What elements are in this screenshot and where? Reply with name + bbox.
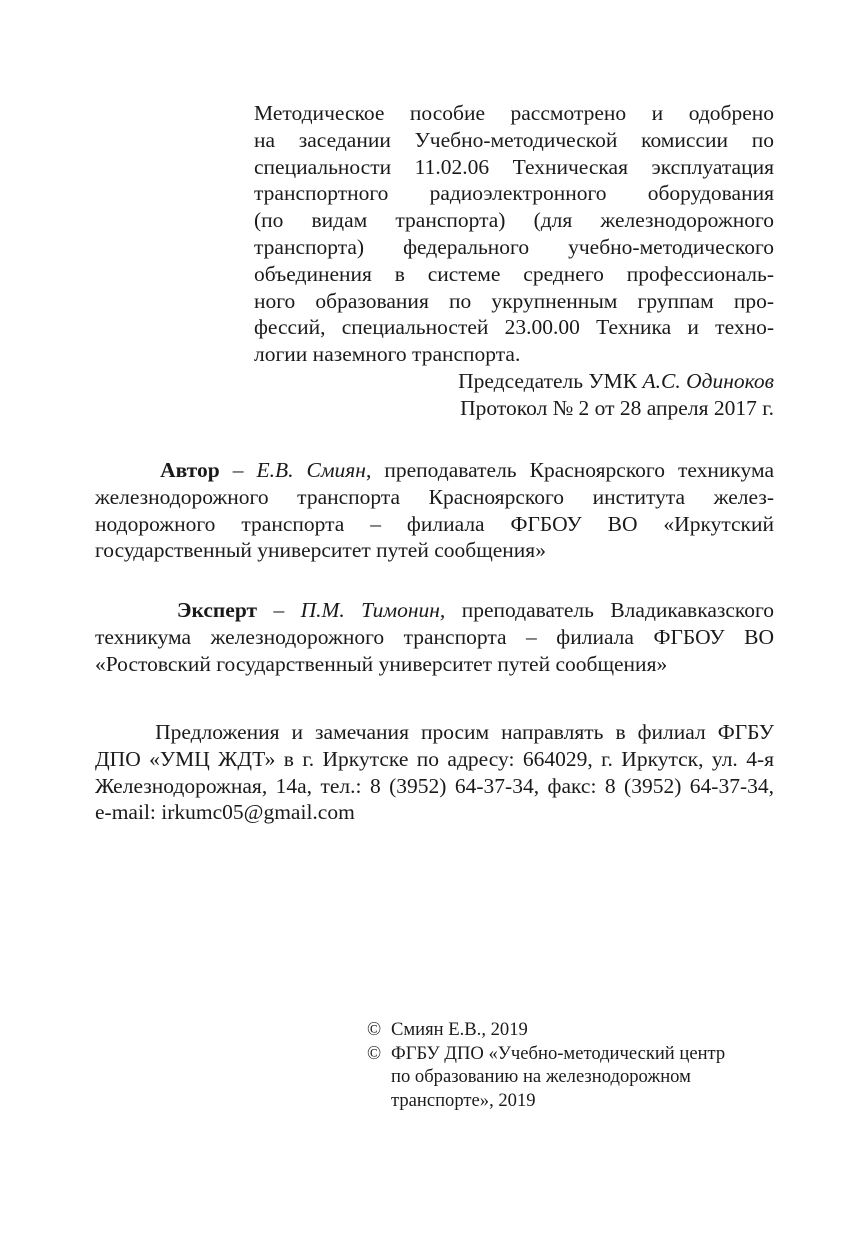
author-name: Е.В. Смиян	[256, 458, 366, 482]
author-position: , преподаватель Красноярского техникума	[365, 458, 774, 482]
chair-label: Председатель УМК	[458, 368, 638, 393]
expert-first-line	[95, 597, 774, 624]
expert-line: «Ростовский государственный университет путей сообщения»	[95, 651, 668, 676]
copyright-line: по образованию на железнодорожном	[391, 1066, 691, 1088]
expert-name: П.М. Тимонин,	[300, 598, 446, 622]
author-line: железнодорожного транспорта Красноярского института желез-	[95, 484, 774, 509]
copyright-text	[391, 1042, 775, 1113]
approval-line: логии наземного транспорта.	[254, 342, 521, 367]
expert-line: техникума железнодорожного транспорта – филиала ФГБОУ ВО	[95, 624, 774, 649]
expert-position: преподаватель Владикавказского	[461, 598, 775, 622]
approval-line: ного образования по укрупненным группам про-	[254, 288, 774, 313]
contact-email-line: e-mail: irkumc05@gmail.com	[95, 800, 355, 825]
copyright-item	[367, 1018, 775, 1042]
author-line: нодорожного транспорта – филиала ФГБОУ ВО «Иркутский	[95, 511, 774, 536]
approval-line: Методическое пособие рассмотрено и одобрено	[254, 101, 774, 125]
contact-block	[95, 719, 774, 826]
copyright-text	[391, 1018, 775, 1042]
copyright-item	[367, 1042, 775, 1113]
approval-protocol: Протокол № 2 от 28 апреля 2017 г.	[460, 395, 774, 420]
contact-line: Предложения и замечания просим направлять в филиал ФГБУ	[155, 720, 774, 744]
author-block	[95, 457, 774, 564]
author-first-line	[95, 457, 774, 484]
author-line: государственный университет путей сообщения»	[95, 538, 546, 563]
expert-label: Эксперт	[176, 598, 258, 622]
chair-name: А.С. Одиноков	[642, 368, 774, 393]
approval-line: (по видам транспорта) (для железнодорожного	[254, 208, 774, 233]
copyright-line: Смиян Е.В., 2019	[391, 1019, 528, 1040]
expert-block	[95, 597, 774, 677]
contact-line: Железнодорожная, 14а, тел.: 8 (3952) 64-37-34, факс: 8 (3952) 64-37-34,	[95, 773, 774, 798]
author-label: Автор	[160, 458, 220, 482]
approval-line: объединения в системе среднего профессиональ-	[254, 261, 774, 286]
author-dash: –	[232, 458, 244, 482]
copyright-sign: ©	[367, 1042, 382, 1064]
copyright-line: транспорте», 2019	[391, 1089, 536, 1111]
approval-line: фессий, специальностей 23.00.00 Техника и техно-	[254, 315, 774, 340]
copyright-line: ФГБУ ДПО «Учебно-методический центр	[391, 1042, 726, 1064]
contact-line: ДПО «УМЦ ЖДТ» в г. Иркутске по адресу: 664029, г. Иркутск, ул. 4-я	[95, 746, 774, 771]
approval-line: специальности 11.02.06 Техническая эксплуатация	[254, 154, 774, 179]
copyright-block	[367, 1018, 775, 1112]
approval-line: транспортного радиоэлектронного оборудования	[254, 181, 774, 206]
copyright-sign: ©	[367, 1019, 382, 1040]
approval-line: транспорта) федерального учебно-методического	[254, 234, 774, 259]
expert-dash: –	[273, 598, 285, 622]
approval-chair	[254, 368, 774, 395]
approval-line: на заседании Учебно-методической комиссии по	[254, 127, 774, 152]
approval-notice	[254, 100, 774, 422]
contact-first-line	[95, 719, 774, 746]
